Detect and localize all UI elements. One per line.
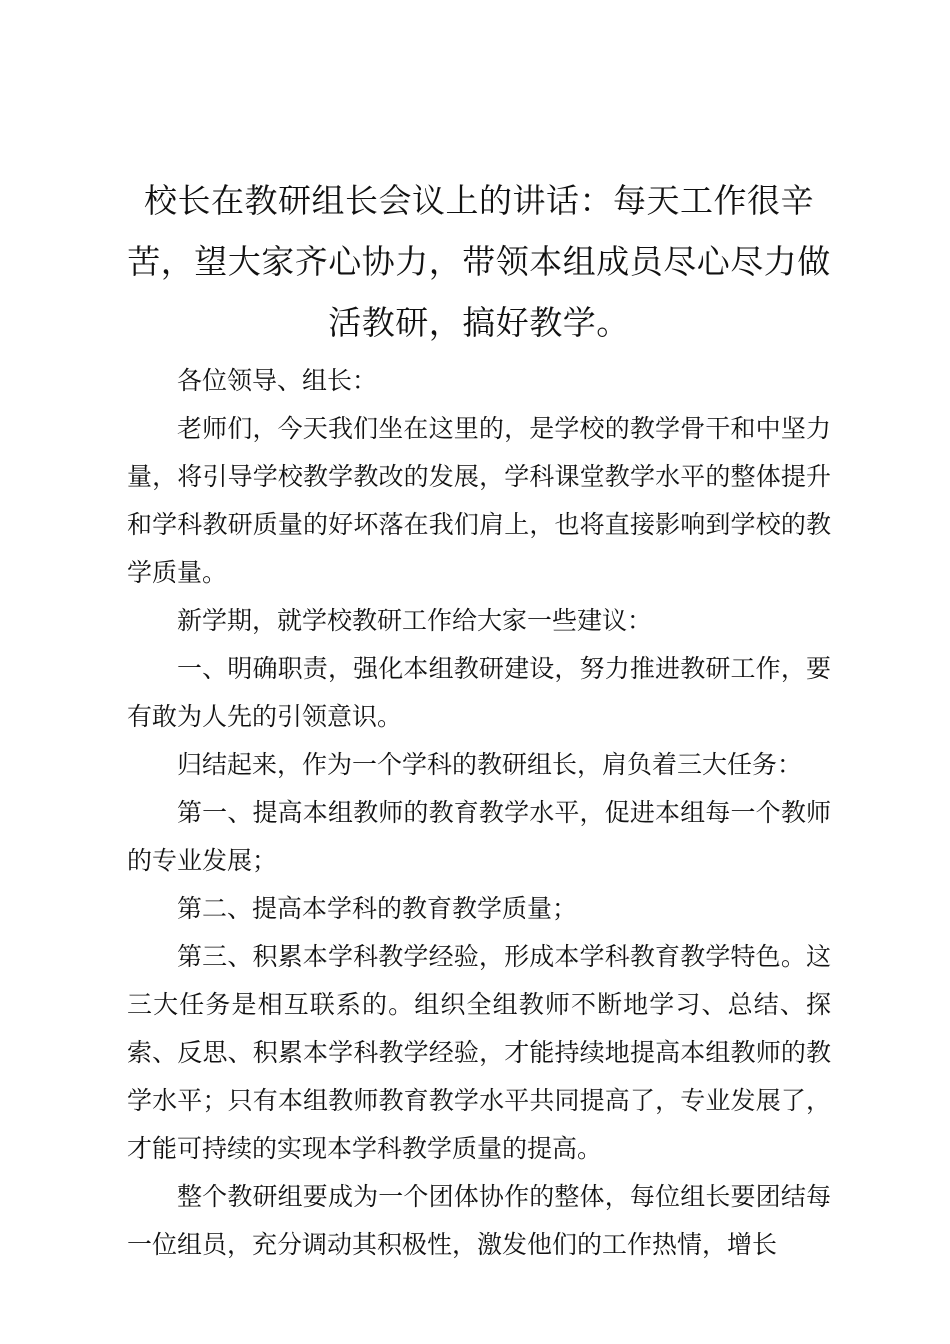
paragraph-teamwork: 整个教研组要成为一个团体协作的整体，每位组长要团结每一位组员，充分调动其积极性，激发他们的工作热情，增长 [127, 1182, 831, 1259]
paragraph-task-one: 第一、提高本组教师的教育教学水平，促进本组每一个教师的专业发展； [127, 798, 831, 875]
paragraph-three-tasks: 归结起来，作为一个学科的教研组长，肩负着三大任务： [177, 750, 803, 779]
paragraph-salutation: 各位领导、组长： [177, 366, 378, 395]
paragraph-suggestions-lead: 新学期，就学校教研工作给大家一些建议： [177, 606, 653, 635]
paragraph-task-two: 第二、提高本学科的教育教学质量； [177, 894, 578, 923]
paragraph-section-one: 一、明确职责，强化本组教研建设，努力推进教研工作，要有敢为人先的引领意识。 [127, 654, 831, 731]
document-page [127, 170, 831, 1269]
document-title: 校长在教研组长会议上的讲话：每天工作很辛苦，望大家齐心协力，带领本组成员尽心尽力做活教研，搞好教学。 [127, 181, 831, 342]
paragraph-task-three: 第三、积累本学科教学经验，形成本学科教育教学特色。这三大任务是相互联系的。组织全组教师不断地学习、总结、探索、反思、积累本学科教学经验，才能持续地提高本组教师的教学水平；只有本组教师教育教学水平共同提高了，专业发展了，才能可持续的实现本学科教学质量的提高。 [127, 942, 831, 1163]
paragraph-intro: 老师们，今天我们坐在这里的，是学校的教学骨干和中坚力量，将引导学校教学教改的发展，学科课堂教学水平的整体提升和学科教研质量的好坏落在我们肩上，也将直接影响到学校的教学质量。 [127, 414, 831, 587]
